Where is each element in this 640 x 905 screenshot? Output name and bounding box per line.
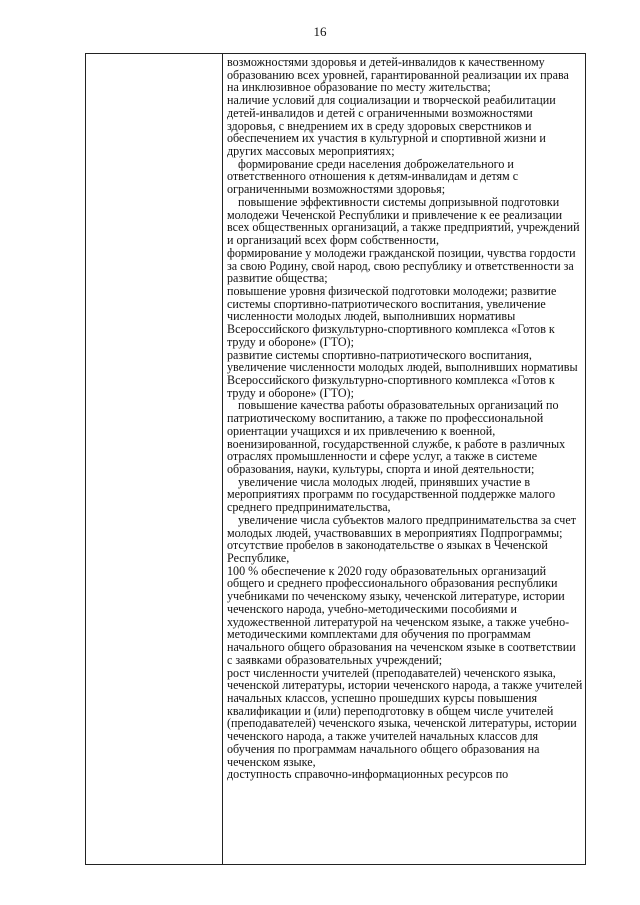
- right-cell-text: [223, 54, 586, 865]
- paragraph: рост численности учителей (преподавателей) чеченского языка, чеченской литературы, истории чеченского народа, а также учителей начальных классов, успешно прошедших курсы повышения квалификации и (или) переподготовку в общем числе учителей (преподавателей) чеченского языка, чеченской литературы, истории чеченского народа, а также учителей начальных классов для обучения по программам начального общего образования на чеченском языке,: [227, 665, 583, 769]
- paragraph: повышение уровня физической подготовки молодежи; развитие системы спортивно-патриотического воспитания, увеличение численности молодых людей, выполнивших нормативы Всероссийского физкультурно-спортивного комплекса «Готов к труду и обороне» (ГТО);: [227, 283, 557, 349]
- paragraph: развитие системы спортивно-патриотического воспитания, увеличение численности молодых людей, выполнивших нормативы Всероссийского физкультурно-спортивного комплекса «Готов к труду и обороне» (ГТО);: [227, 347, 578, 400]
- paragraph: наличие условий для социализации и творческой реабилитации детей-инвалидов и детей с ограниченными возможностями здоровья, с внедрением их в среду здоровых сверстников и обеспечением их участия в культурной и спортивной жизни и других массовых мероприятиях;: [227, 93, 556, 159]
- table-row: [86, 54, 586, 865]
- paragraph: увеличение числа молодых людей, принявших участие в мероприятиях программ по государственной поддержке малого среднего предпринимательства,: [227, 474, 556, 515]
- cell-text-container: [223, 54, 585, 781]
- paragraph: 100 % обеспечение к 2020 году образовательных организаций общего и среднего профессионального образования республики учебниками по чеченскому языку, чеченской литературе, истории чеченского народа, учебно-методическими пособиями и художественной литературой на чеченском языке, а также учебно-методическими комплектами для обучения по программам начального общего образования на чеченском языке в соответствии с заявками образовательных учреждений;: [227, 563, 576, 667]
- paragraph: доступность справочно-информационных ресурсов по: [227, 767, 509, 782]
- paragraph: возможностями здоровья и детей-инвалидов к качественному образованию всех уровней, гарантированной реализации их права на инклюзивное образование по месту жительства;: [227, 55, 569, 95]
- paragraph: формирование среди населения доброжелательного и ответственного отношения к детям-инвалидам и детям с ограниченными возможностями здоровья;: [227, 156, 519, 197]
- left-cell-empty: [86, 54, 223, 865]
- paragraph: повышение качества работы образовательных организаций по патриотическому воспитанию, а также по профессиональной ориентации учащихся и их привлечению к военной, военизированной, государственной службе, к работе в различных отраслях промышленности и сфере услуг, а также в системе образования, науки, культуры, спорта и иной деятельности;: [227, 398, 566, 476]
- paragraph: формирование у молодежи гражданской позиции, чувства гордости за свою Родину, свой народ, свою республику и ответственности за развитие общества;: [227, 245, 576, 286]
- document-table: [85, 53, 586, 865]
- paragraph: повышение эффективности системы допризывной подготовки молодежи Чеченской Республики и привлечение к ее реализации всех общественных организаций, а также предприятий, учреждений и организаций всех форм собственности,: [227, 194, 580, 248]
- paragraph: отсутствие пробелов в законодательстве о языках в Чеченской Республике,: [227, 538, 548, 566]
- page-number: 16: [313, 24, 327, 39]
- paragraph: увеличение числа субъектов малого предпринимательства за счет молодых людей, участвовавших в мероприятиях Подпрограммы;: [227, 512, 577, 540]
